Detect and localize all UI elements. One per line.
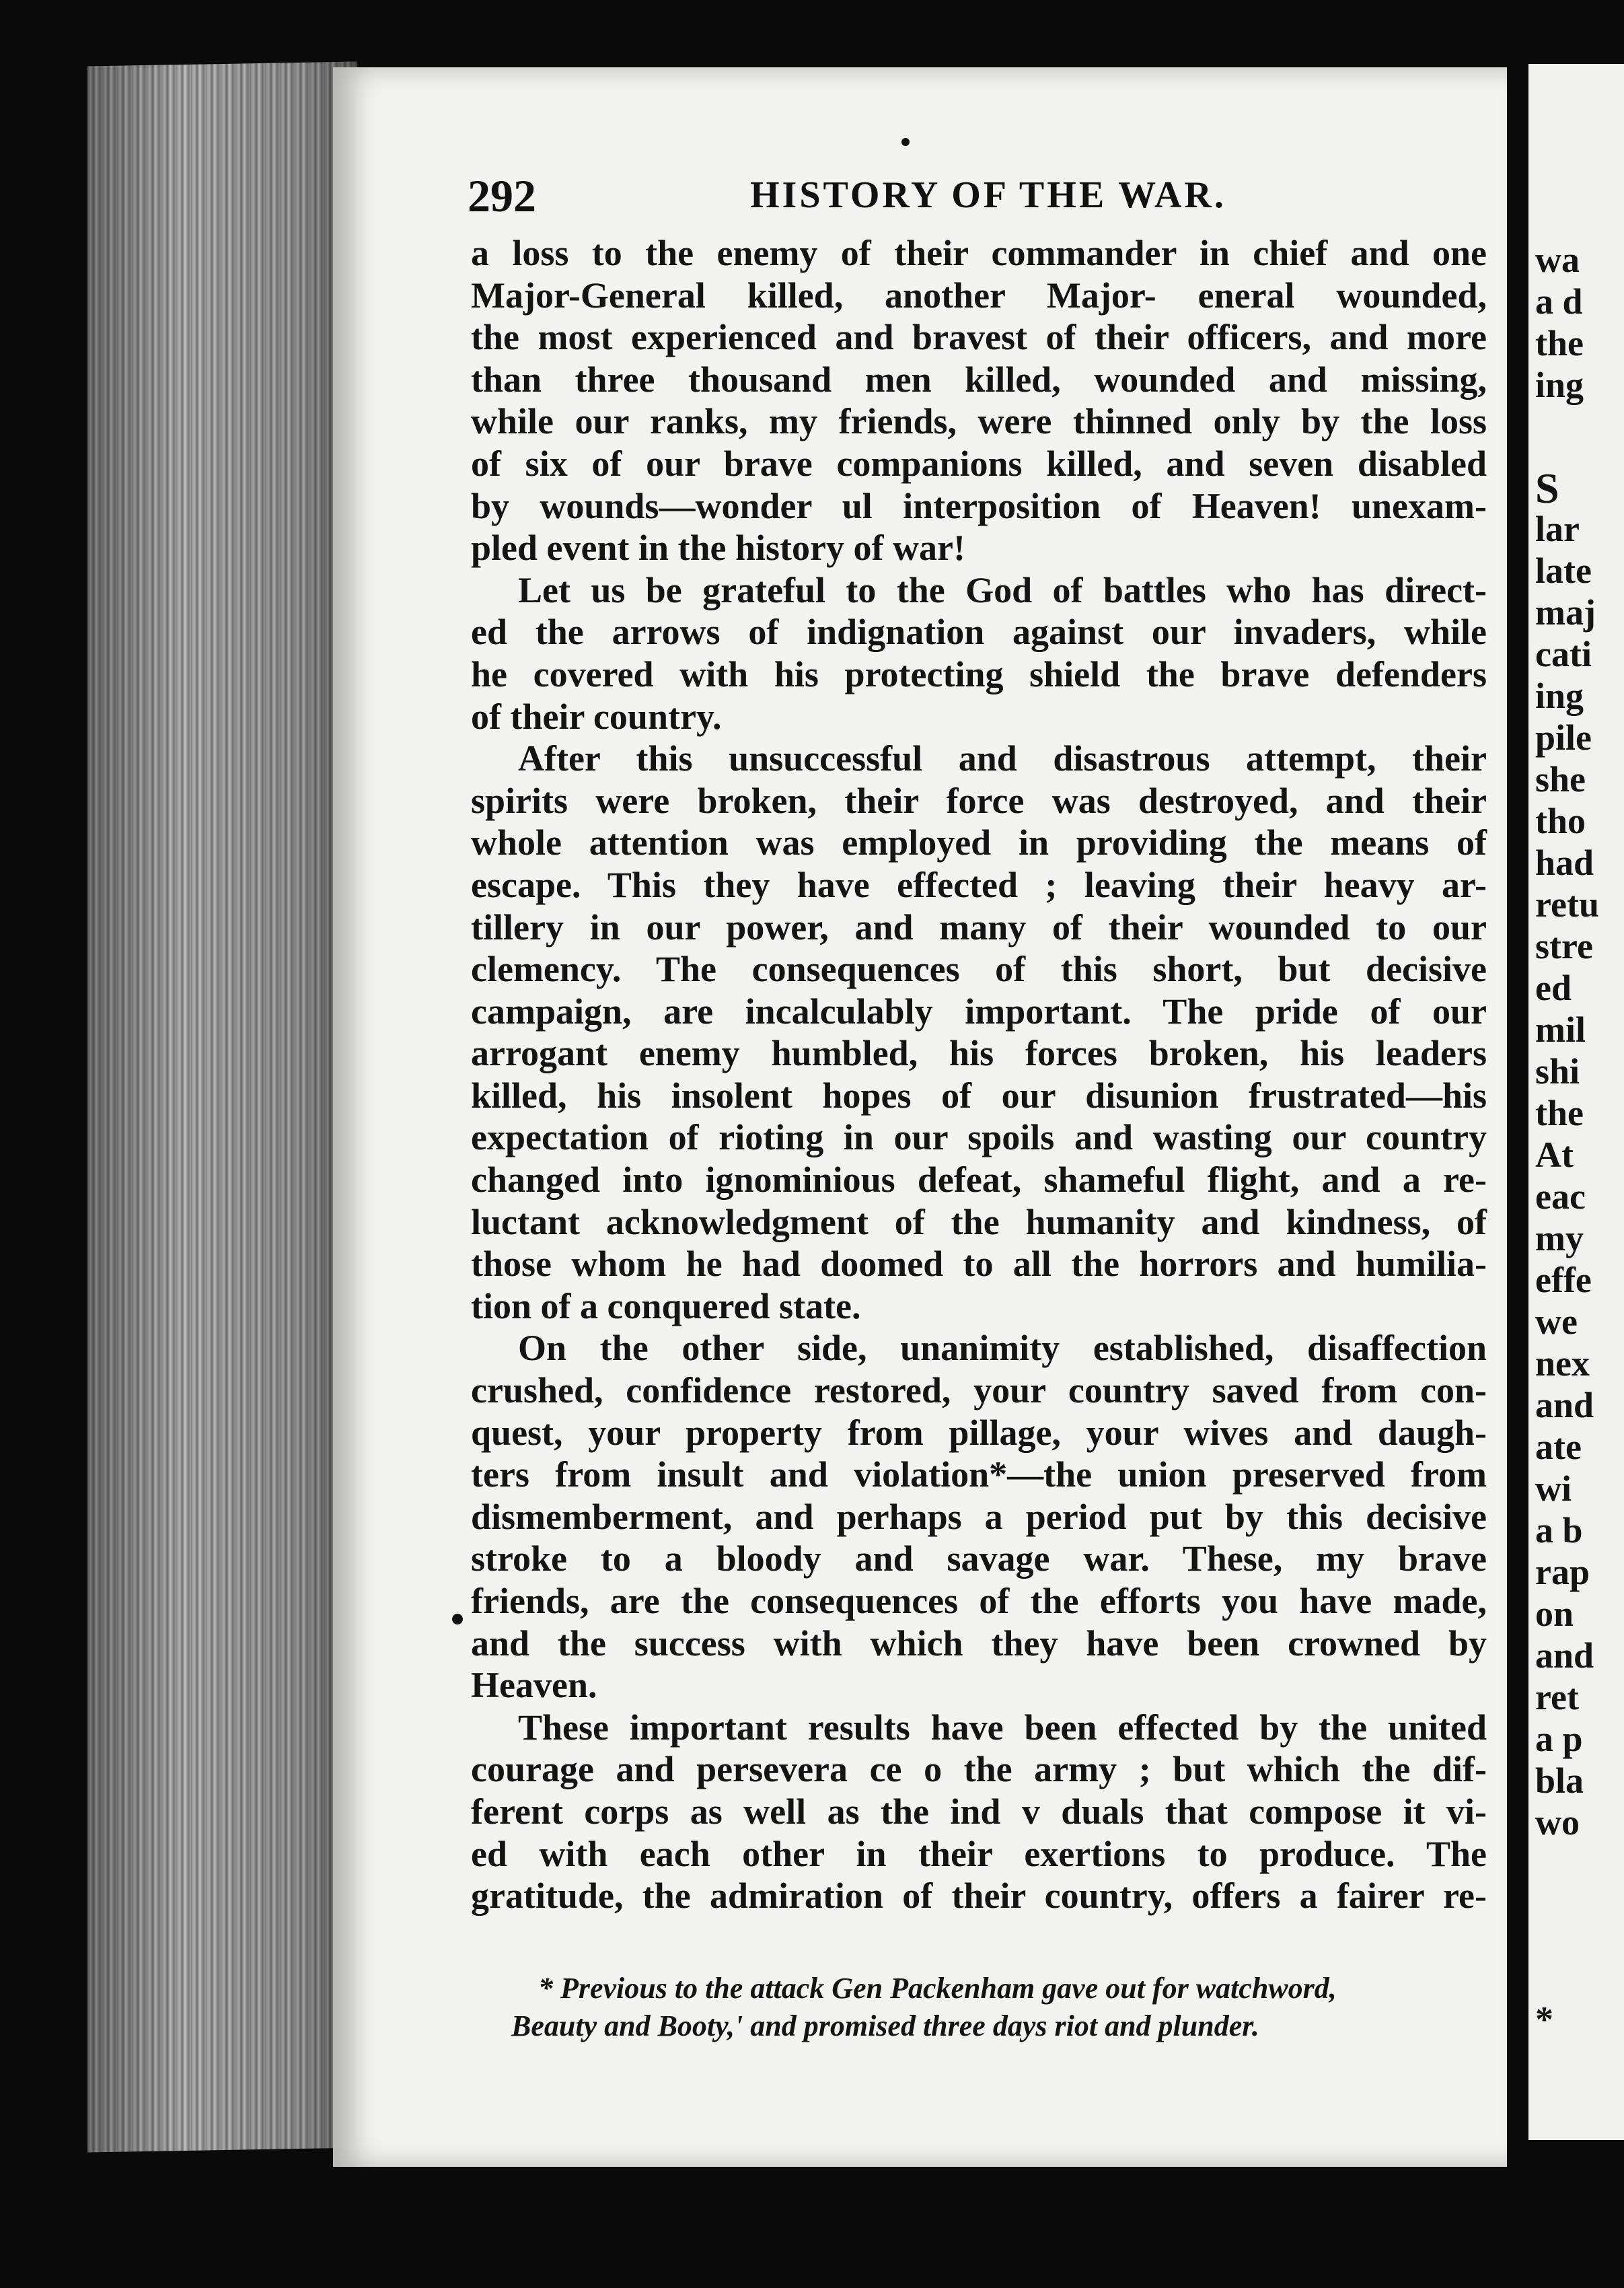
facing-page-fragment: lar [1535,509,1580,549]
text-line: a loss to the enemy of their commander in chief and one [471,233,1487,273]
facing-page-fragment: wi [1535,1468,1572,1509]
text-line: ed the arrows of indignation against our invaders, while [471,612,1487,653]
text-line: and the success with which they have been crowned by [471,1622,1487,1664]
text-line: courage and persevera ce o the army ; but which the dif- [471,1749,1487,1790]
facing-page [1528,64,1624,2140]
text-line: tion of a conquered state. [471,1285,861,1326]
facing-page-fragment: on [1535,1594,1574,1634]
text-line: friends, are the consequences of the efforts you have made, [471,1581,1487,1621]
facing-page-fragment: nex [1535,1343,1590,1384]
text-line: Heaven. [471,1665,597,1706]
text-line: spirits were broken, their force was destroyed, and their [471,780,1487,821]
facing-page-fragment: At [1535,1135,1574,1175]
facing-page-fragment: eac [1535,1176,1586,1217]
facing-page-fragment: tho [1535,801,1586,841]
text-line: stroke to a bloody and savage war. These, my brave [471,1538,1487,1579]
facing-page-fragment: a d [1535,281,1583,322]
facing-page-fragment: we [1535,1301,1578,1342]
text-line: escape. This they have effected ; leaving their heavy ar- [471,864,1487,905]
facing-page-fragment: cati [1535,634,1592,674]
text-line: changed into ignominious defeat, shameful flight, and a re- [471,1159,1487,1201]
facing-page-fragment: ing [1535,365,1584,405]
text-line: luctant acknowledgment of the humanity and kindness, of [471,1201,1487,1242]
facing-page-fragment: ing [1535,676,1584,716]
facing-page-fragment: she [1535,759,1586,799]
text-line: These important results have been effected by the united [518,1707,1487,1748]
facing-page-fragment: wo [1535,1802,1580,1843]
page-number: 292 [468,170,536,221]
facing-page-fragment: retu [1535,884,1599,925]
facing-page-fragment: ret [1535,1677,1579,1717]
text-line: dismemberment, and perhaps a period put by this decisive [471,1496,1487,1537]
facing-page-fragment: stre [1535,926,1593,966]
footnote-line: Beauty and Booty,' and promised three days riot and plunder. [511,2009,1259,2042]
text-line: ferent corps as well as the ind v duals that compose it vi- [471,1791,1487,1832]
text-line: expectation of rioting in our spoils and wasting our country [471,1117,1487,1158]
text-line: campaign, are incalculably important. The pride of our [471,991,1487,1032]
text-line: killed, his insolent hopes of our disunion frustrated—his [471,1075,1487,1116]
text-line: the most experienced and bravest of their officers, and more [471,317,1487,358]
facing-page-fragment: and [1535,1385,1594,1425]
facing-page-fragment: pile [1535,717,1592,758]
facing-page-fragment: S [1535,464,1559,512]
text-line: than three thousand men killed, wounded and missing, [471,359,1487,400]
footnote [511,1970,1487,2045]
text-line: whole attention was employed in providing the means of [471,822,1487,863]
facing-page-fragment: shi [1535,1051,1580,1092]
facing-page-fragment: maj [1535,592,1596,633]
text-line: quest, your property from pillage, your wives and daugh- [471,1412,1487,1453]
facing-page-fragment: my [1535,1218,1584,1258]
facing-page-fragment: the [1535,1093,1584,1133]
text-line: ed with each other in their exertions to produce. The [471,1833,1487,1874]
facing-page-fragment: late [1535,550,1592,591]
text-line: clemency. The consequences of this short, but decisive [471,949,1487,990]
facing-page-fragment: and [1535,1635,1594,1676]
text-line: he covered with his protecting shield the brave defenders [471,653,1487,694]
text-line: while our ranks, my friends, were thinned only by the loss [471,401,1487,442]
running-title: HISTORY OF THE WAR. [750,174,1226,216]
text-line: After this unsuccessful and disastrous attempt, their [518,738,1487,779]
facing-page-fragment: had [1535,843,1594,883]
facing-page-fragment: the [1535,323,1584,363]
facing-page-fragment: mil [1535,1009,1586,1050]
text-line: those whom he had doomed to all the horrors and humilia- [471,1244,1487,1285]
margin-dot [452,1614,463,1624]
text-line: tillery in our power, and many of their wounded to our [471,906,1487,948]
text-line: by wounds—wonder ul interposition of Heaven! unexam- [471,485,1487,526]
running-head [468,170,1477,221]
text-line: On the other side, unanimity established, disaffection [518,1328,1487,1369]
text-line: Let us be grateful to the God of battles who has direct- [518,569,1487,610]
text-line: Major-General killed, another Major- eneral wounded, [471,275,1487,316]
facing-page-fragment: ate [1535,1427,1582,1467]
text-line: of their country. [471,696,722,737]
text-line: gratitude, the admiration of their country, offers a fairer re- [471,1875,1487,1917]
facing-page-fragment: rap [1535,1552,1590,1592]
text-line: pled event in the history of war! [471,528,965,569]
text-line: of six of our brave companions killed, and seven disabled [471,443,1487,484]
facing-page-fragment: effe [1535,1260,1592,1300]
text-line: arrogant enemy humbled, his forces broken, his leaders [471,1033,1487,1074]
facing-page-fragment: * [1535,1999,1553,2040]
facing-page-fragment: wa [1535,240,1580,280]
text-line: crushed, confidence restored, your country saved from con- [471,1370,1487,1411]
printer-dot [901,138,910,146]
facing-page-fragment: bla [1535,1760,1584,1801]
facing-page-fragment: a b [1535,1510,1583,1550]
body-text [471,232,1487,1917]
facing-page-fragment: ed [1535,968,1572,1008]
text-line: ters from insult and violation*—the union preserved from [471,1454,1487,1495]
book-page-edges [87,62,357,2153]
footnote-line: * Previous to the attack Gen Packenham gave out for watchword, [538,1972,1337,2005]
facing-page-fragment: a p [1535,1719,1583,1759]
